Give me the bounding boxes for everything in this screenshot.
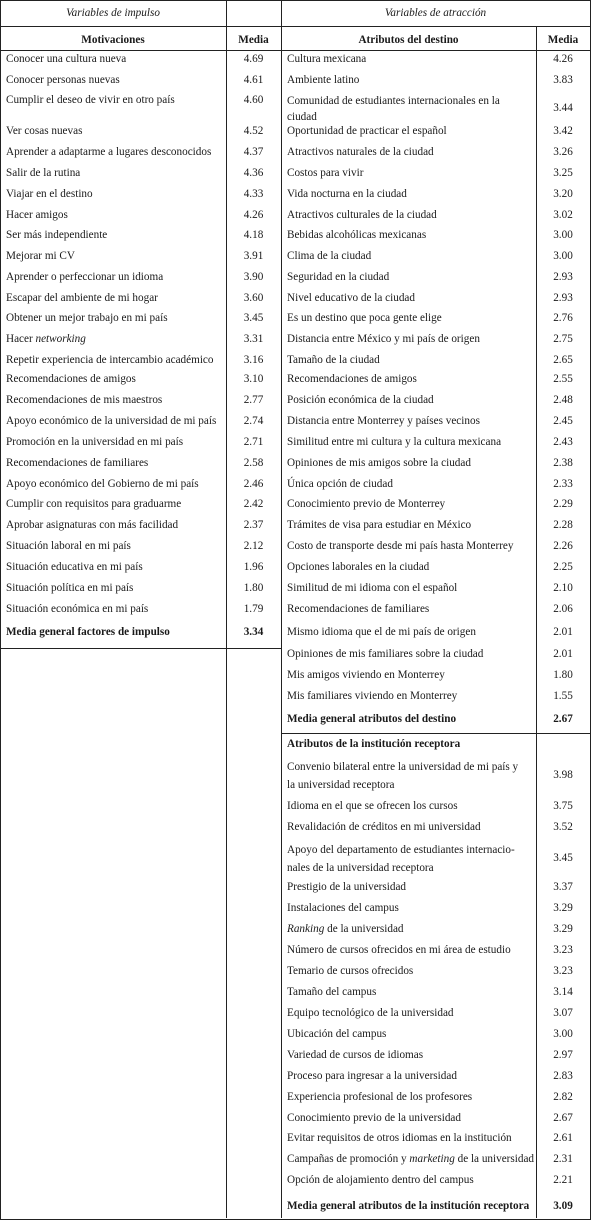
table-row-label <box>6 93 175 107</box>
label-text: Campañas de promoción y <box>287 1153 410 1165</box>
table-row-label <box>287 922 404 936</box>
label-text: Conocer una cultura nueva <box>6 53 127 65</box>
label-text: Bebidas alcohólicas mexicanas <box>287 229 427 241</box>
label-text: Recomendaciones de amigos <box>6 373 136 385</box>
table-row-value: 2.01 <box>553 648 573 660</box>
label-text: Similitud de mi idioma con el español <box>287 582 458 594</box>
label-text: Aprender o perfeccionar un idioma <box>6 271 164 283</box>
table-row-label <box>287 311 442 325</box>
section-divider <box>281 0 282 1218</box>
label-text: Evitar requisitos de otros idiomas en la institución <box>287 1132 512 1144</box>
label-text: Instalaciones del campus <box>287 902 399 914</box>
column-header-media: Media <box>547 34 579 46</box>
table-row-label <box>287 560 429 574</box>
label-italic: marketing <box>409 1153 455 1165</box>
label-text: Situación económica en mi país <box>6 603 149 615</box>
table-row-label <box>6 372 136 386</box>
table-row-label <box>287 372 417 386</box>
label-text: Recomendaciones de mis maestros <box>6 394 163 406</box>
table-row-value: 2.76 <box>553 312 573 324</box>
table-row-value: 2.77 <box>243 394 264 406</box>
table-row-value: 2.83 <box>553 1070 573 1082</box>
table-row-label <box>6 208 68 222</box>
label-text: Situación laboral en mi país <box>6 540 131 552</box>
label-text: Situación política en mi país <box>6 582 134 594</box>
label-text: Distancia entre México y mi país de origen <box>287 333 480 345</box>
label-text: Opción de alojamiento dentro del campus <box>287 1174 474 1186</box>
table-row-value: 4.69 <box>243 53 264 65</box>
label-text: Clima de la ciudad <box>287 250 372 262</box>
table-row-label <box>6 187 93 201</box>
table-row-value: 3.44 <box>553 102 573 114</box>
label-text: Costos para vivir <box>287 167 364 179</box>
table-row-value: 3.07 <box>553 1007 573 1019</box>
table-row-label <box>287 1090 472 1104</box>
label-text: Costo de transporte desde mi país hasta Monterrey <box>287 540 514 552</box>
table-row-label <box>6 518 178 532</box>
table-row-value: 2.55 <box>553 373 573 385</box>
table-row-label <box>287 799 458 813</box>
table-row-value: 3.60 <box>243 292 264 304</box>
label-text: Tamaño del campus <box>287 986 377 998</box>
table-row-value: 3.45 <box>553 852 573 864</box>
label-text: Revalidación de créditos en mi universidad <box>287 821 481 833</box>
table-row-value: 2.01 <box>553 626 573 638</box>
label-text: Apoyo económico de la universidad de mi país <box>6 415 217 427</box>
table-row-label <box>287 602 429 616</box>
table-row-label <box>287 187 407 201</box>
label-text: Situación educativa en mi país <box>6 561 143 573</box>
label-text: Opciones laborales en la ciudad <box>287 561 430 573</box>
table-row-label <box>287 291 415 305</box>
label-text: Cumplir con requisitos para graduarme <box>6 498 182 510</box>
label-text: Apoyo del departamento de estudiantes internacio-nales de la universidad receptora <box>287 844 515 874</box>
table-row-value: 4.52 <box>243 125 264 137</box>
label-text: Hacer amigos <box>6 209 68 221</box>
column-header-motivaciones: Motivaciones <box>81 34 145 46</box>
table-row-label <box>287 270 389 284</box>
table-row-label <box>6 435 183 449</box>
table-row-label <box>287 964 413 978</box>
destino-total-value: 2.67 <box>553 713 573 725</box>
label-text: Posición económica de la ciudad <box>287 394 434 406</box>
label-text: Nivel educativo de la ciudad <box>287 292 415 304</box>
label-text: Aprender a adaptarme a lugares desconocidos <box>6 146 212 158</box>
label-text: Oportunidad de practicar el español <box>287 125 447 137</box>
total-rule <box>0 648 281 649</box>
label-text: Salir de la rutina <box>6 167 81 179</box>
column-header-media: Media <box>238 34 269 46</box>
table-row-label <box>6 249 75 263</box>
table-row-value: 3.29 <box>553 923 573 935</box>
label-text: Ubicación del campus <box>287 1028 387 1040</box>
label-text: Temario de cursos ofrecidos <box>287 965 414 977</box>
table-row-value: 2.29 <box>553 498 573 510</box>
table-row-value: 3.14 <box>553 986 573 998</box>
label-text: Apoyo económico del Gobierno de mi país <box>6 478 199 490</box>
table-row-label <box>6 477 199 491</box>
label-text: Repetir experiencia de intercambio académico <box>6 354 214 366</box>
label-text: Atractivos naturales de la ciudad <box>287 146 434 158</box>
label-text: Opiniones de mis familiares sobre la ciudad <box>287 648 484 660</box>
label-text: Viajar en el destino <box>6 188 93 200</box>
label-text: Comunidad de estudiantes internacionales en la ciudad <box>287 95 500 123</box>
table-row-label <box>287 477 393 491</box>
label-text: Idioma en el que se ofrecen los cursos <box>287 800 458 812</box>
label-text: Convenio bilateral entre la universidad de mi país y la universidad receptora <box>287 761 519 791</box>
table-row-label <box>287 901 399 915</box>
table-row-value: 3.31 <box>243 333 264 345</box>
table-row-label <box>287 166 363 180</box>
table-row-label <box>6 291 158 305</box>
label-text: Cumplir el deseo de vivir en otro país <box>6 94 175 106</box>
table-row-value: 2.65 <box>553 354 573 366</box>
table-row-value: 3.25 <box>553 167 573 179</box>
label-text: Conocer personas nuevas <box>6 74 120 86</box>
table-row-label <box>6 602 148 616</box>
table-row-value: 4.26 <box>243 209 264 221</box>
table-row-label <box>6 52 126 66</box>
label-text: Número de cursos ofrecidos en mi área de estudio <box>287 944 511 956</box>
table-row-value: 2.58 <box>243 457 264 469</box>
table-row-label <box>287 985 376 999</box>
table-row-value: 2.06 <box>553 603 573 615</box>
table-row-value: 3.42 <box>553 125 573 137</box>
label-text: Única opción de ciudad <box>287 478 393 490</box>
table-row-value: 1.80 <box>553 669 573 681</box>
label-text: Aprobar asignaturas con más facilidad <box>6 519 179 531</box>
table-row-value: 3.26 <box>553 146 573 158</box>
table-row-value: 2.31 <box>553 1153 573 1165</box>
table-row-label <box>287 73 359 87</box>
table-row-label <box>287 758 526 794</box>
table-row-label <box>287 841 526 877</box>
table-row-value: 3.90 <box>243 271 264 283</box>
table-row-value: 3.16 <box>243 354 264 366</box>
impulse-total-label: Media general factores de impulso <box>6 626 170 638</box>
table-row-label <box>6 332 86 346</box>
table-row-label <box>287 1152 534 1166</box>
table-row-value: 2.48 <box>553 394 573 406</box>
table-row-value: 3.00 <box>553 250 573 262</box>
table-row-value: 2.71 <box>243 436 264 448</box>
table-row-label <box>287 497 445 511</box>
label-text: Seguridad en la ciudad <box>287 271 390 283</box>
table-row-label <box>287 228 426 242</box>
column-header-destino: Atributos del destino <box>358 34 459 46</box>
table-row-value: 1.55 <box>553 690 573 702</box>
label-text: Escapar del ambiente de mi hogar <box>6 292 158 304</box>
table-row-value: 2.37 <box>243 519 264 531</box>
table-row-value: 2.74 <box>243 415 264 427</box>
table-row-value: 2.12 <box>243 540 264 552</box>
table-row-label <box>287 668 445 682</box>
table-row-label <box>6 145 211 159</box>
table-row-label <box>6 124 82 138</box>
table-row-value: 4.18 <box>243 229 264 241</box>
table-row-label <box>287 145 434 159</box>
table-row-label <box>287 943 511 957</box>
label-text: Cultura mexicana <box>287 53 367 65</box>
label-text: Ser más independiente <box>6 229 108 241</box>
table-row-label <box>287 353 380 367</box>
label-text: Prestigio de la universidad <box>287 881 406 893</box>
table-row-value: 4.61 <box>243 74 264 86</box>
table-row-value: 2.97 <box>553 1049 573 1061</box>
table-row-label <box>287 1131 512 1145</box>
table-row-value: 1.96 <box>243 561 264 573</box>
table-row-label <box>6 166 80 180</box>
table-row-label <box>6 228 107 242</box>
label-text: Proceso para ingresar a la universidad <box>287 1070 457 1082</box>
table-row-value: 3.37 <box>553 881 573 893</box>
label-text: Atractivos culturales de la ciudad <box>287 209 437 221</box>
institucion-total-value: 3.09 <box>553 1200 573 1212</box>
table-row-label <box>6 270 163 284</box>
table-row-label <box>287 880 406 894</box>
label-text-after: de la universidad <box>454 1153 535 1165</box>
attraction-title: Variables de atracción <box>384 7 487 19</box>
table-row-value: 3.91 <box>243 250 264 262</box>
table-row-label <box>6 393 162 407</box>
table-row-value: 2.28 <box>553 519 573 531</box>
table-row-label <box>6 73 120 87</box>
table-row-label <box>6 414 216 428</box>
table-row-label <box>287 249 371 263</box>
table-row-label <box>287 1173 474 1187</box>
label-text: Conocimiento previo de la universidad <box>287 1112 461 1124</box>
table-row-value: 4.26 <box>553 53 573 65</box>
label-text: Mismo idioma que el de mi país de origen <box>287 626 476 638</box>
table-row-label <box>287 1069 457 1083</box>
table-row-label <box>6 539 131 553</box>
table-row-value: 3.00 <box>553 1028 573 1040</box>
table-row-label <box>287 625 476 639</box>
table-row-value: 3.02 <box>553 209 573 221</box>
table-row-value: 2.43 <box>553 436 573 448</box>
table-row-value: 2.21 <box>553 1174 573 1186</box>
table-row-value: 2.67 <box>553 1112 573 1124</box>
institucion-total-label: Media general atributos de la institución receptora <box>287 1200 530 1212</box>
table-row-value: 4.33 <box>243 188 264 200</box>
table-row-label <box>287 208 437 222</box>
table-row-value: 3.29 <box>553 902 573 914</box>
table-row-label <box>6 456 148 470</box>
table-row-value: 3.10 <box>243 373 264 385</box>
label-text: Ambiente latino <box>287 74 360 86</box>
table-row-label <box>287 435 501 449</box>
table-row-label <box>287 647 483 661</box>
table-row-value: 3.00 <box>553 229 573 241</box>
label-text: Mis amigos viviendo en Monterrey <box>287 669 445 681</box>
label-text: Opiniones de mis amigos sobre la ciudad <box>287 457 471 469</box>
table-row-value: 1.80 <box>243 582 264 594</box>
label-text: Vida nocturna en la ciudad <box>287 188 407 200</box>
label-text: Tamaño de la ciudad <box>287 354 380 366</box>
label-text: Distancia entre Monterrey y países vecinos <box>287 415 480 427</box>
section-rule <box>281 733 590 734</box>
table-row-label <box>287 1111 461 1125</box>
label-text: Es un destino que poca gente elige <box>287 312 442 324</box>
table-row-label <box>287 456 471 470</box>
table-row-value: 2.82 <box>553 1091 573 1103</box>
table-row-value: 3.23 <box>553 944 573 956</box>
table-row-label <box>287 581 457 595</box>
table-row-value: 2.26 <box>553 540 573 552</box>
table-row-value: 3.98 <box>553 769 573 781</box>
table-row-value: 1.79 <box>243 603 264 615</box>
destino-total-label: Media general atributos del destino <box>287 713 457 725</box>
table-row-label <box>287 52 366 66</box>
label-text: Promoción en la universidad en mi país <box>6 436 184 448</box>
table-row-value: 2.61 <box>553 1132 573 1144</box>
label-text: Similitud entre mi cultura y la cultura mexicana <box>287 436 502 448</box>
table-row-label <box>287 689 457 703</box>
table-row-label <box>6 581 133 595</box>
table-row-value: 2.38 <box>553 457 573 469</box>
table-row-value: 3.20 <box>553 188 573 200</box>
label-text: Recomendaciones de familiares <box>287 603 430 615</box>
table-row-label <box>6 353 213 367</box>
table-row-label <box>287 1006 454 1020</box>
table-row-value: 2.33 <box>553 478 573 490</box>
label-text: Ver cosas nuevas <box>6 125 83 137</box>
table-row-label <box>287 539 514 553</box>
label-text: Variedad de cursos de idiomas <box>287 1049 424 1061</box>
label-text: Mejorar mi CV <box>6 250 75 262</box>
table-row-value: 3.83 <box>553 74 573 86</box>
table-row-label <box>287 820 481 834</box>
table-row-label <box>287 393 434 407</box>
table-row-label <box>287 124 447 138</box>
table-row-value: 2.45 <box>553 415 573 427</box>
table-row-value: 2.93 <box>553 271 573 283</box>
table-row-label <box>287 518 471 532</box>
table-row-label <box>287 1027 386 1041</box>
table-row-value: 2.42 <box>243 498 264 510</box>
table-row-value: 2.93 <box>553 292 573 304</box>
table-row-value: 2.75 <box>553 333 573 345</box>
label-text: Equipo tecnológico de la universidad <box>287 1007 454 1019</box>
table-row-label <box>6 560 143 574</box>
header-rule <box>0 50 590 51</box>
table-row-value: 3.23 <box>553 965 573 977</box>
label-text: de la universidad <box>324 923 404 935</box>
label-text: Obtener un mejor trabajo en mi país <box>6 312 168 324</box>
label-text: Experiencia profesional de los profesores <box>287 1091 473 1103</box>
label-text: Recomendaciones de familiares <box>6 457 149 469</box>
table-row-value: 3.45 <box>243 312 264 324</box>
table-row-value: 4.37 <box>243 146 264 158</box>
table-row-label <box>6 311 168 325</box>
title-rule <box>0 26 590 27</box>
table-row-value: 2.46 <box>243 478 264 490</box>
label-text: Hacer <box>6 333 36 345</box>
table-row-label <box>287 93 532 125</box>
table-row-label <box>287 414 480 428</box>
table-row-label <box>6 497 181 511</box>
label-text: Recomendaciones de amigos <box>287 373 417 385</box>
impulse-title: Variables de impulso <box>66 7 160 19</box>
label-italic: Ranking <box>287 923 325 935</box>
label-text: Mis familiares viviendo en Monterrey <box>287 690 458 702</box>
table-row-label <box>287 332 480 346</box>
table-row-value: 3.52 <box>553 821 573 833</box>
institucion-header: Atributos de la institución receptora <box>287 738 461 750</box>
label-text: Conocimiento previo de Monterrey <box>287 498 446 510</box>
label-text: Trámites de visa para estudiar en México <box>287 519 472 531</box>
label-italic: networking <box>35 333 86 345</box>
impulse-total-value: 3.34 <box>243 626 264 638</box>
table-row-value: 4.36 <box>243 167 264 179</box>
table-row-value: 2.10 <box>553 582 573 594</box>
table-row-value: 2.25 <box>553 561 573 573</box>
table-row-value: 4.60 <box>243 94 264 106</box>
table-row-label <box>287 1048 423 1062</box>
table-row-value: 3.75 <box>553 800 573 812</box>
